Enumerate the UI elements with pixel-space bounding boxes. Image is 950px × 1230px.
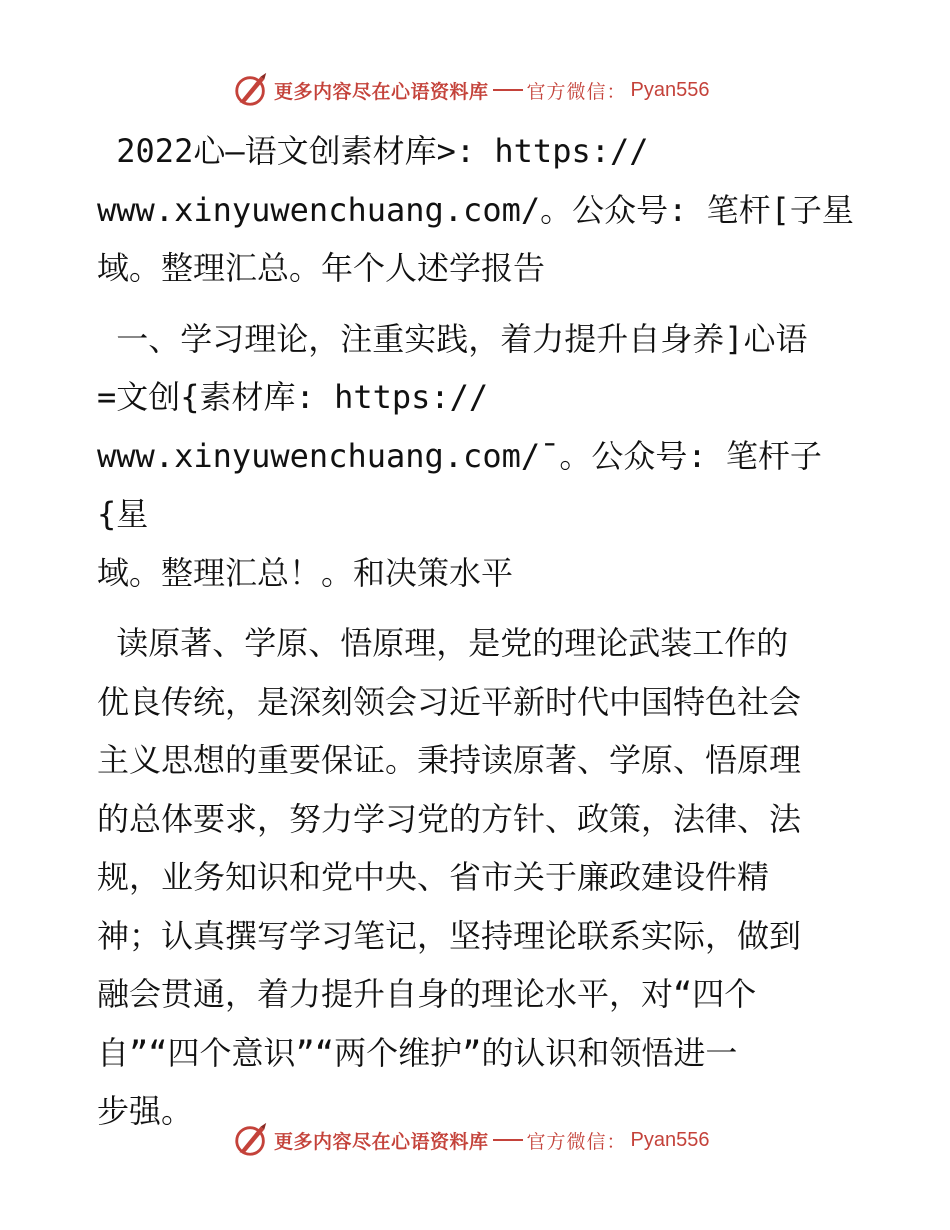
footer-banner-sub: 官方微信： bbox=[526, 1130, 627, 1153]
header-banner bbox=[232, 70, 710, 110]
header-banner-dash bbox=[493, 89, 523, 91]
header-banner-text: 更多内容尽在心语资料库 bbox=[274, 80, 489, 103]
quill-pen-logo-icon bbox=[232, 71, 270, 109]
header-banner-wechat-id: Pyan556 bbox=[630, 78, 710, 101]
document-body bbox=[97, 122, 857, 1141]
paragraph-1: 2022心—语文创素材库>: https:// www.xinyuwenchuang.com/。公众号: 笔杆[子星 域。整理汇总。年个人述学报告 bbox=[97, 132, 854, 287]
header-banner-sub: 官方微信： bbox=[526, 80, 627, 103]
paragraph-2: 一、学习理论，注重实践，着力提升自身养]心语 =文创{素材库: https:// www.xinyuwenchuang.com/¯。公众号: 笔杆子{星 域。整理汇总！。和决策水平 bbox=[97, 319, 822, 592]
quill-pen-logo-icon bbox=[232, 1121, 270, 1159]
footer-banner-dash bbox=[493, 1139, 523, 1141]
paragraph-3: 读原著、学原、悟原理，是党的理论武装工作的 优良传统，是深刻领会习近平新时代中国特色社会 主义思想的重要保证。秉持读原著、学原、悟原理 的总体要求，努力学习党的方针、政策，法律、法 规，业务知识和党中央、省市关于廉政建设件精 神；认真撰写学习笔记，坚持理论联系实际，做到 融会贯通，着力提升自身的理论水平，对“四个 自”“四个意识”“两个维护”的认识和领悟进一 步强。 bbox=[97, 624, 802, 1130]
footer-banner-wechat-id: Pyan556 bbox=[630, 1128, 710, 1151]
footer-banner bbox=[232, 1120, 710, 1160]
footer-banner-text: 更多内容尽在心语资料库 bbox=[274, 1130, 489, 1153]
